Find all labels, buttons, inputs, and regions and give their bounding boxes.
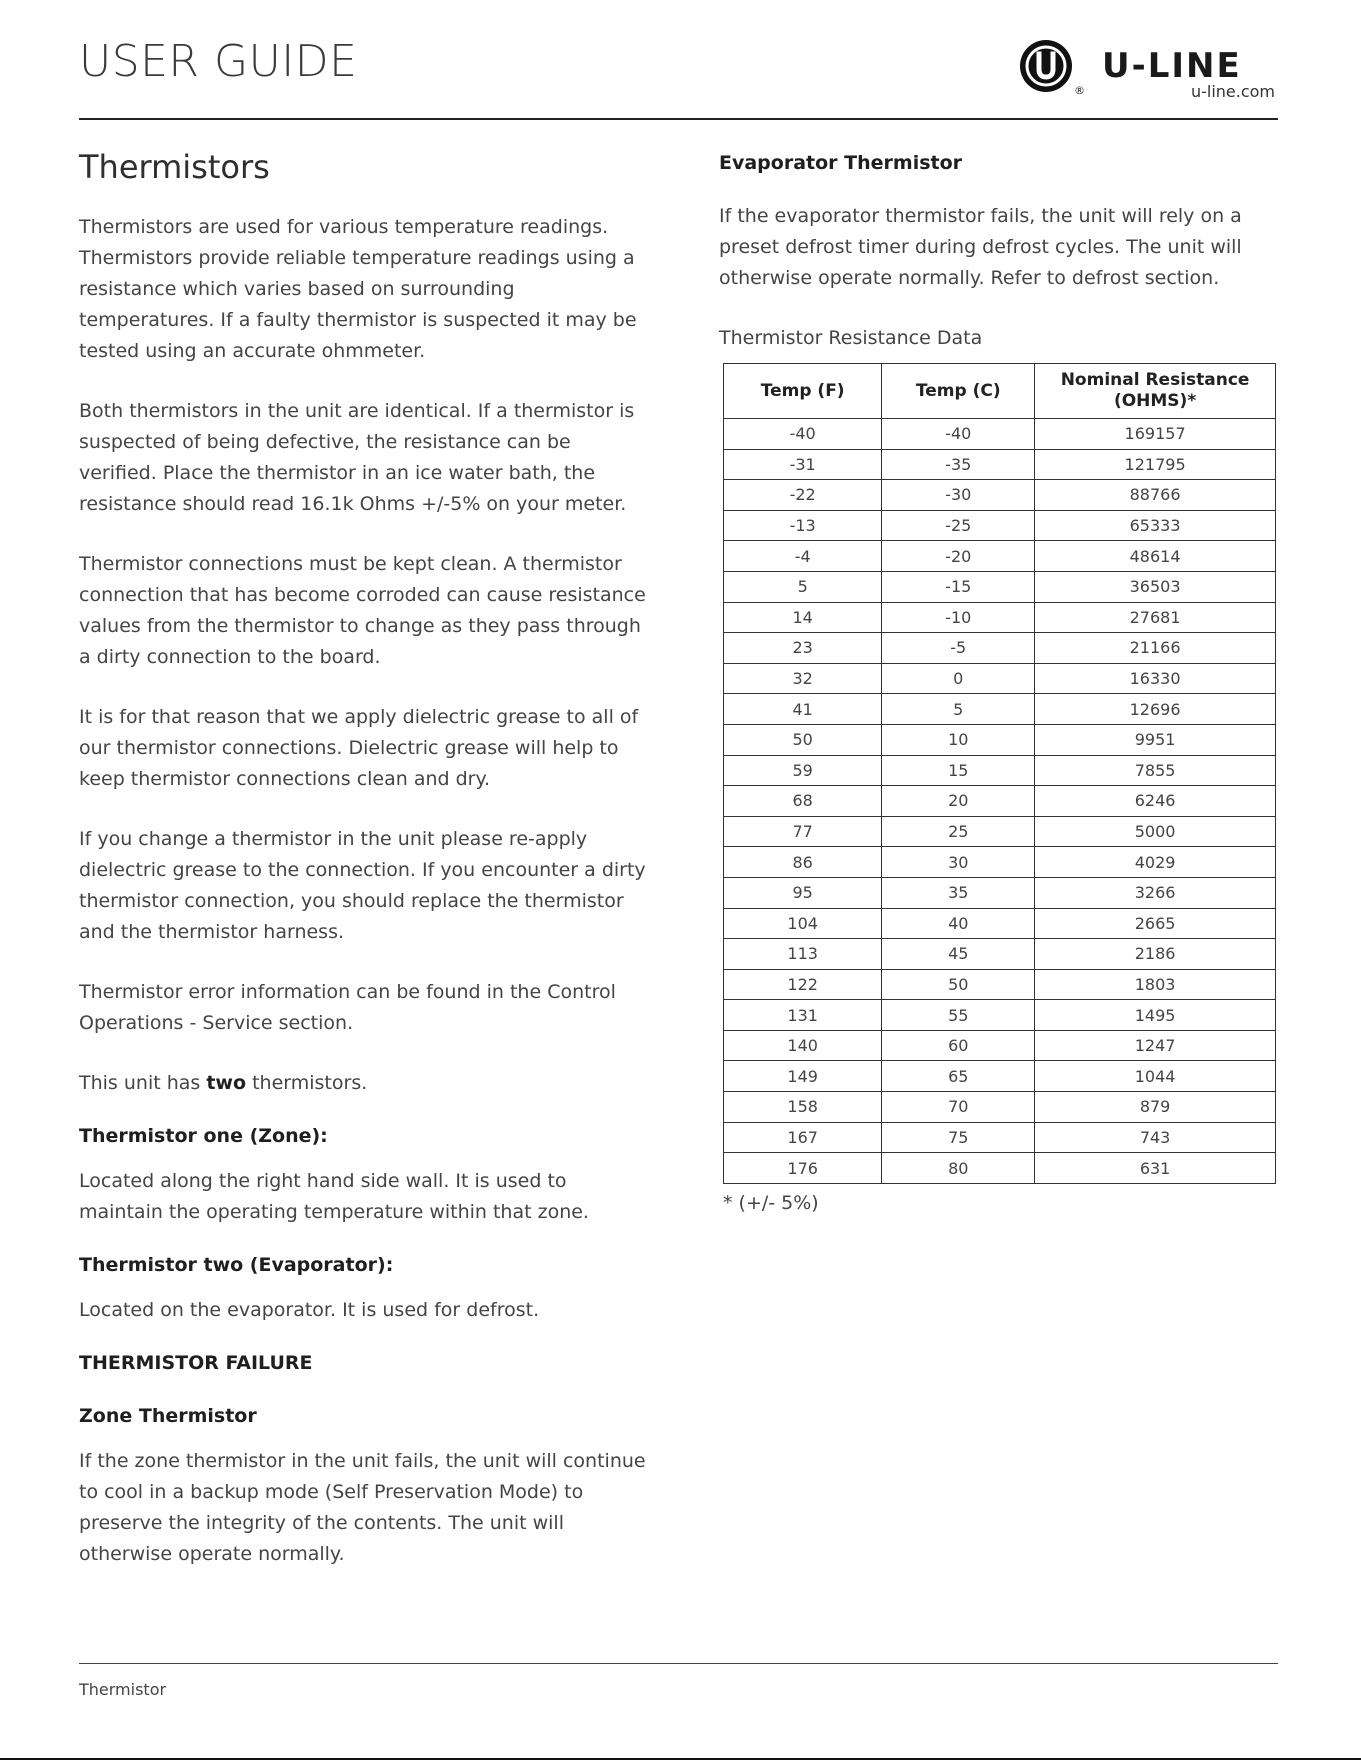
cell-temp-c: 80 (882, 1153, 1035, 1184)
cell-temp-f: 50 (724, 724, 882, 755)
cell-temp-f: 59 (724, 755, 882, 786)
cell-resistance: 27681 (1035, 602, 1276, 633)
cell-resistance: 16330 (1035, 663, 1276, 694)
brand-wordmark: U-LINE (1102, 46, 1242, 86)
table-row (724, 1000, 1276, 1031)
table-row (724, 1061, 1276, 1092)
table-row (724, 633, 1276, 664)
cell-temp-c: 5 (882, 694, 1035, 725)
cell-resistance: 2186 (1035, 939, 1276, 970)
identical-thermistors-paragraph: Both thermistors in the unit are identical. If a thermistor is suspected of being defective, the resistance can be verified. Place the thermistor in an ice water bath, the resistance should read 16.1k Ohms +/-5% on your meter. (79, 400, 635, 516)
header-divider (79, 118, 1278, 120)
cell-resistance: 879 (1035, 1092, 1276, 1123)
clean-connections-paragraph: Thermistor connections must be kept clean. A thermistor connection that has become corroded can cause resistance values from the thermistor to change as they pass through a dirty connection to the board. (79, 553, 646, 669)
cell-temp-c: 45 (882, 939, 1035, 970)
brand-url: u-line.com (1190, 82, 1275, 101)
cell-resistance: 3266 (1035, 877, 1276, 908)
cell-temp-f: 95 (724, 877, 882, 908)
cell-temp-f: 23 (724, 633, 882, 664)
cell-temp-c: 50 (882, 969, 1035, 1000)
table-row (724, 939, 1276, 970)
header-resistance: Nominal Resistance (OHMS)* (1035, 364, 1276, 419)
cell-resistance: 21166 (1035, 633, 1276, 664)
cell-temp-c: -30 (882, 480, 1035, 511)
cell-resistance: 48614 (1035, 541, 1276, 572)
cell-temp-f: -4 (724, 541, 882, 572)
cell-temp-f: 68 (724, 786, 882, 817)
cell-temp-c: 10 (882, 724, 1035, 755)
cell-temp-c: 65 (882, 1061, 1035, 1092)
table-caption: Thermistor Resistance Data (719, 327, 983, 349)
brand-logo (1018, 38, 1278, 104)
cell-temp-f: 32 (724, 663, 882, 694)
cell-temp-c: 60 (882, 1030, 1035, 1061)
page-edge (0, 1758, 1361, 1760)
table-row (724, 663, 1276, 694)
header-temp-f: Temp (F) (724, 364, 882, 419)
cell-temp-f: 140 (724, 1030, 882, 1061)
cell-resistance: 12696 (1035, 694, 1276, 725)
registered-mark: ® (1074, 84, 1085, 97)
cell-temp-f: -31 (724, 449, 882, 480)
cell-resistance: 1247 (1035, 1030, 1276, 1061)
cell-resistance: 2665 (1035, 908, 1276, 939)
cell-temp-f: -13 (724, 510, 882, 541)
evaporator-thermistor-text: If the evaporator thermistor fails, the unit will rely on a preset defrost timer during defrost cycles. The unit will otherwise operate normally. Refer to defrost section. (719, 205, 1242, 289)
thermistor-one-heading: Thermistor one (Zone): (79, 1125, 328, 1148)
dielectric-grease-paragraph: It is for that reason that we apply dielectric grease to all of our thermistor connections. Dielectric grease will help to keep thermistor connections clean and dry. (79, 706, 639, 791)
table-header-row (724, 364, 1276, 419)
cell-resistance: 9951 (1035, 724, 1276, 755)
cell-temp-c: -25 (882, 510, 1035, 541)
table-row (724, 1122, 1276, 1153)
cell-resistance: 36503 (1035, 571, 1276, 602)
cell-temp-f: -40 (724, 419, 882, 450)
page-header-title: USER GUIDE (79, 36, 358, 87)
cell-temp-c: 35 (882, 877, 1035, 908)
cell-resistance: 88766 (1035, 480, 1276, 511)
cell-resistance: 121795 (1035, 449, 1276, 480)
footer-label: Thermistor (79, 1680, 167, 1699)
cell-temp-c: 30 (882, 847, 1035, 878)
cell-temp-f: 176 (724, 1153, 882, 1184)
u-line-logo-icon (1018, 38, 1074, 94)
cell-resistance: 743 (1035, 1122, 1276, 1153)
cell-temp-f: 41 (724, 694, 882, 725)
cell-temp-f: 86 (724, 847, 882, 878)
table-row (724, 816, 1276, 847)
count-text-before: This unit has (79, 1072, 207, 1095)
cell-temp-f: 5 (724, 571, 882, 602)
cell-temp-f: 158 (724, 1092, 882, 1123)
thermistor-one-text: Located along the right hand side wall. It is used to maintain the operating temperature within that zone. (79, 1170, 589, 1224)
table-row (724, 847, 1276, 878)
cell-temp-f: 77 (724, 816, 882, 847)
count-emphasis: two (206, 1072, 247, 1095)
table-row (724, 480, 1276, 511)
table-row (724, 419, 1276, 450)
table-row (724, 694, 1276, 725)
table-row (724, 908, 1276, 939)
intro-paragraph: Thermistors are used for various temperature readings. Thermistors provide reliable temperature readings using a resistance which varies based on surrounding temperatures. If a faulty thermistor is suspected it may be tested using an accurate ohmmeter. (79, 216, 637, 363)
cell-temp-c: -10 (882, 602, 1035, 633)
thermistor-two-text: Located on the evaporator. It is used for defrost. (79, 1299, 540, 1322)
section-title: Thermistors (79, 148, 270, 186)
cell-resistance: 65333 (1035, 510, 1276, 541)
cell-resistance: 169157 (1035, 419, 1276, 450)
cell-temp-f: 149 (724, 1061, 882, 1092)
header-temp-c: Temp (C) (882, 364, 1035, 419)
table-row (724, 510, 1276, 541)
cell-temp-c: 55 (882, 1000, 1035, 1031)
cell-temp-f: -22 (724, 480, 882, 511)
cell-temp-f: 104 (724, 908, 882, 939)
thermistor-failure-heading: THERMISTOR FAILURE (79, 1352, 313, 1375)
cell-temp-f: 131 (724, 1000, 882, 1031)
left-column (79, 148, 651, 1570)
table-row (724, 1030, 1276, 1061)
cell-temp-c: 70 (882, 1092, 1035, 1123)
table-row (724, 969, 1276, 1000)
thermistor-two-heading: Thermistor two (Evaporator): (79, 1254, 394, 1277)
cell-temp-c: 75 (882, 1122, 1035, 1153)
zone-thermistor-heading: Zone Thermistor (79, 1405, 257, 1428)
cell-temp-c: 20 (882, 786, 1035, 817)
table-row (724, 449, 1276, 480)
cell-resistance: 1803 (1035, 969, 1276, 1000)
cell-resistance: 6246 (1035, 786, 1276, 817)
error-info-paragraph: Thermistor error information can be found in the Control Operations - Service section. (79, 981, 616, 1035)
table-body (724, 419, 1276, 1184)
zone-thermistor-text: If the zone thermistor in the unit fails, the unit will continue to cool in a backup mode (Self Preservation Mode) to preserve the integrity of the contents. The unit will otherwise operate normally. (79, 1450, 646, 1566)
table-row (724, 877, 1276, 908)
cell-temp-c: -40 (882, 419, 1035, 450)
cell-temp-f: 167 (724, 1122, 882, 1153)
table-row (724, 541, 1276, 572)
cell-resistance: 5000 (1035, 816, 1276, 847)
cell-resistance: 4029 (1035, 847, 1276, 878)
replace-thermistor-paragraph: If you change a thermistor in the unit please re-apply dielectric grease to the connection. If you encounter a dirty thermistor connection, you should replace the thermistor and the thermistor harness. (79, 828, 646, 944)
cell-temp-c: 15 (882, 755, 1035, 786)
thermistor-count-paragraph (79, 1068, 651, 1099)
resistance-table (723, 363, 1276, 1184)
table-row (724, 1092, 1276, 1123)
cell-resistance: 1495 (1035, 1000, 1276, 1031)
cell-temp-c: -35 (882, 449, 1035, 480)
right-column (719, 148, 1279, 1214)
cell-temp-c: 0 (882, 663, 1035, 694)
table-row (724, 786, 1276, 817)
table-row (724, 755, 1276, 786)
cell-resistance: 631 (1035, 1153, 1276, 1184)
cell-temp-c: -20 (882, 541, 1035, 572)
table-row (724, 602, 1276, 633)
cell-temp-c: 25 (882, 816, 1035, 847)
table-row (724, 571, 1276, 602)
cell-temp-c: 40 (882, 908, 1035, 939)
cell-temp-c: -15 (882, 571, 1035, 602)
footer-divider (79, 1663, 1278, 1664)
cell-temp-c: -5 (882, 633, 1035, 664)
table-footnote: * (+/- 5%) (723, 1191, 819, 1214)
cell-temp-f: 113 (724, 939, 882, 970)
count-text-after: thermistors. (246, 1072, 368, 1095)
table-row (724, 1153, 1276, 1184)
table-row (724, 724, 1276, 755)
cell-temp-f: 122 (724, 969, 882, 1000)
cell-resistance: 7855 (1035, 755, 1276, 786)
cell-resistance: 1044 (1035, 1061, 1276, 1092)
evaporator-thermistor-heading: Evaporator Thermistor (719, 152, 963, 174)
cell-temp-f: 14 (724, 602, 882, 633)
